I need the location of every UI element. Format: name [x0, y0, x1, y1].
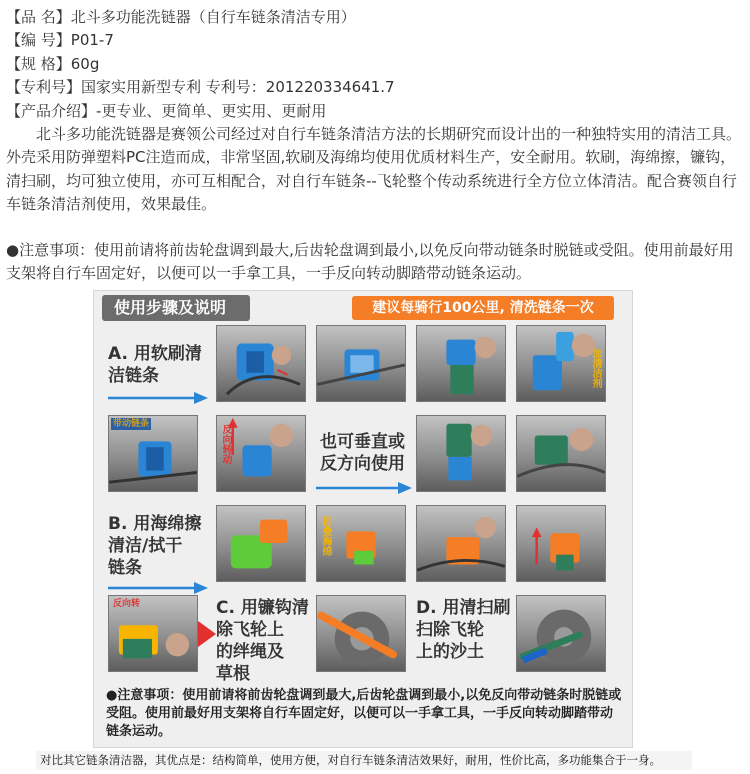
photo-brush-flywheel [516, 595, 606, 672]
hook-arrow-icon [198, 621, 218, 647]
spec-patent: 【专利号】国家实用新型专利 专利号：201220334641.7 [6, 78, 395, 97]
step-d-label: D. 用清扫刷 扫除飞轮 上的沙土 [416, 598, 511, 662]
spec-block [6, 6, 744, 285]
photo-sponge-set [216, 505, 306, 582]
footer-advantages: 对比其它链条清洁器，其优点是：结构简单，使用方便，对自行车链条清洁效果好，耐用，性价比高，多功能集合于一身。 [36, 751, 692, 770]
photo-install-cleaner [416, 325, 506, 402]
step-a-alt-label: 也可垂直或 反方向使用 [320, 432, 405, 474]
caption-hook: 反向转 [113, 599, 141, 609]
caption-add-cleaner: 加清洁剂 [590, 348, 601, 388]
photo-fold-sponge [316, 505, 406, 582]
step-a-alt-arrow-icon [316, 481, 412, 495]
caption-drive-chain: 带动链条 [113, 419, 150, 429]
step-b-label: B. 用海绵擦 清洁/拭干 链条 [108, 514, 202, 578]
photo-reverse-pedal [216, 415, 306, 492]
step-b-arrow-icon [108, 581, 208, 595]
usage-notice: ●注意事项：使用前请将前齿轮盘调到最大,后齿轮盘调到最小,以免反向带动链条时脱链或受阻。使用前最好用支架将自行车固定好，以便可以一手拿工具，一手反向转动脚踏带动链条运动。 [6, 240, 734, 282]
photo-sponge-chain [416, 505, 506, 582]
photo-hook-flywheel [316, 595, 406, 672]
photo-hook-tool [108, 595, 198, 672]
instruction-poster [93, 290, 633, 748]
step-a-arrow-icon [108, 391, 208, 405]
caption-fold-sponge: 折叠海绵 [320, 516, 331, 556]
spec-code: 【编 号】P01-7 [6, 31, 114, 50]
caption-reverse-pedal: 反向转动 [220, 424, 231, 464]
photo-reverse-use [516, 415, 606, 492]
cleaning-tip-banner: 建议每骑行100公里, 清洗链条一次 [352, 296, 614, 320]
photo-open-cleaner [316, 325, 406, 402]
spec-name: 【品 名】北斗多功能洗链器（自行车链条清洁专用） [6, 8, 356, 26]
poster-notice: ●注意事项：使用前请将前齿轮盘调到最大,后齿轮盘调到最小,以免反向带动链条时脱链或受阻。使用前最好用支架将自行车固定好，以便可以一手拿工具，一手反向转动脚踏带动链条运动。 [106, 688, 622, 739]
poster-title: 使用步骤及说明 [102, 295, 250, 321]
step-a-label: A. 用软刷清 洁链条 [108, 344, 202, 386]
photo-sponge-wipe [516, 505, 606, 582]
photo-drive-chain [108, 415, 198, 492]
photo-add-cleaner [516, 325, 606, 402]
spec-weight: 【规 格】60g [6, 54, 100, 73]
spec-intro: 【产品介绍】-更专业、更简单、更实用、更耐用 [6, 101, 327, 120]
photo-vertical-use [416, 415, 506, 492]
step-c-label: C. 用镰钩清 除飞轮上 的绊绳及 草根 [216, 598, 309, 684]
product-description: 北斗多功能洗链器是赛领公司经过对自行车链条清洁方法的长期研究而设计出的一种独特实用的清洁工具。外壳采用防弹塑料PC注造而成，非常坚固,软刷及海绵均使用优质材料生产，安全耐用。软刷，海绵擦，镰钩，清扫刷，均可独立使用，亦可互相配合，对自行车链条--飞轮整个传动系统进行全方位立体清洁。配合赛领自行车链条清洁剂使用，效果最佳。 [6, 124, 742, 214]
photo-brush-chain [216, 325, 306, 402]
